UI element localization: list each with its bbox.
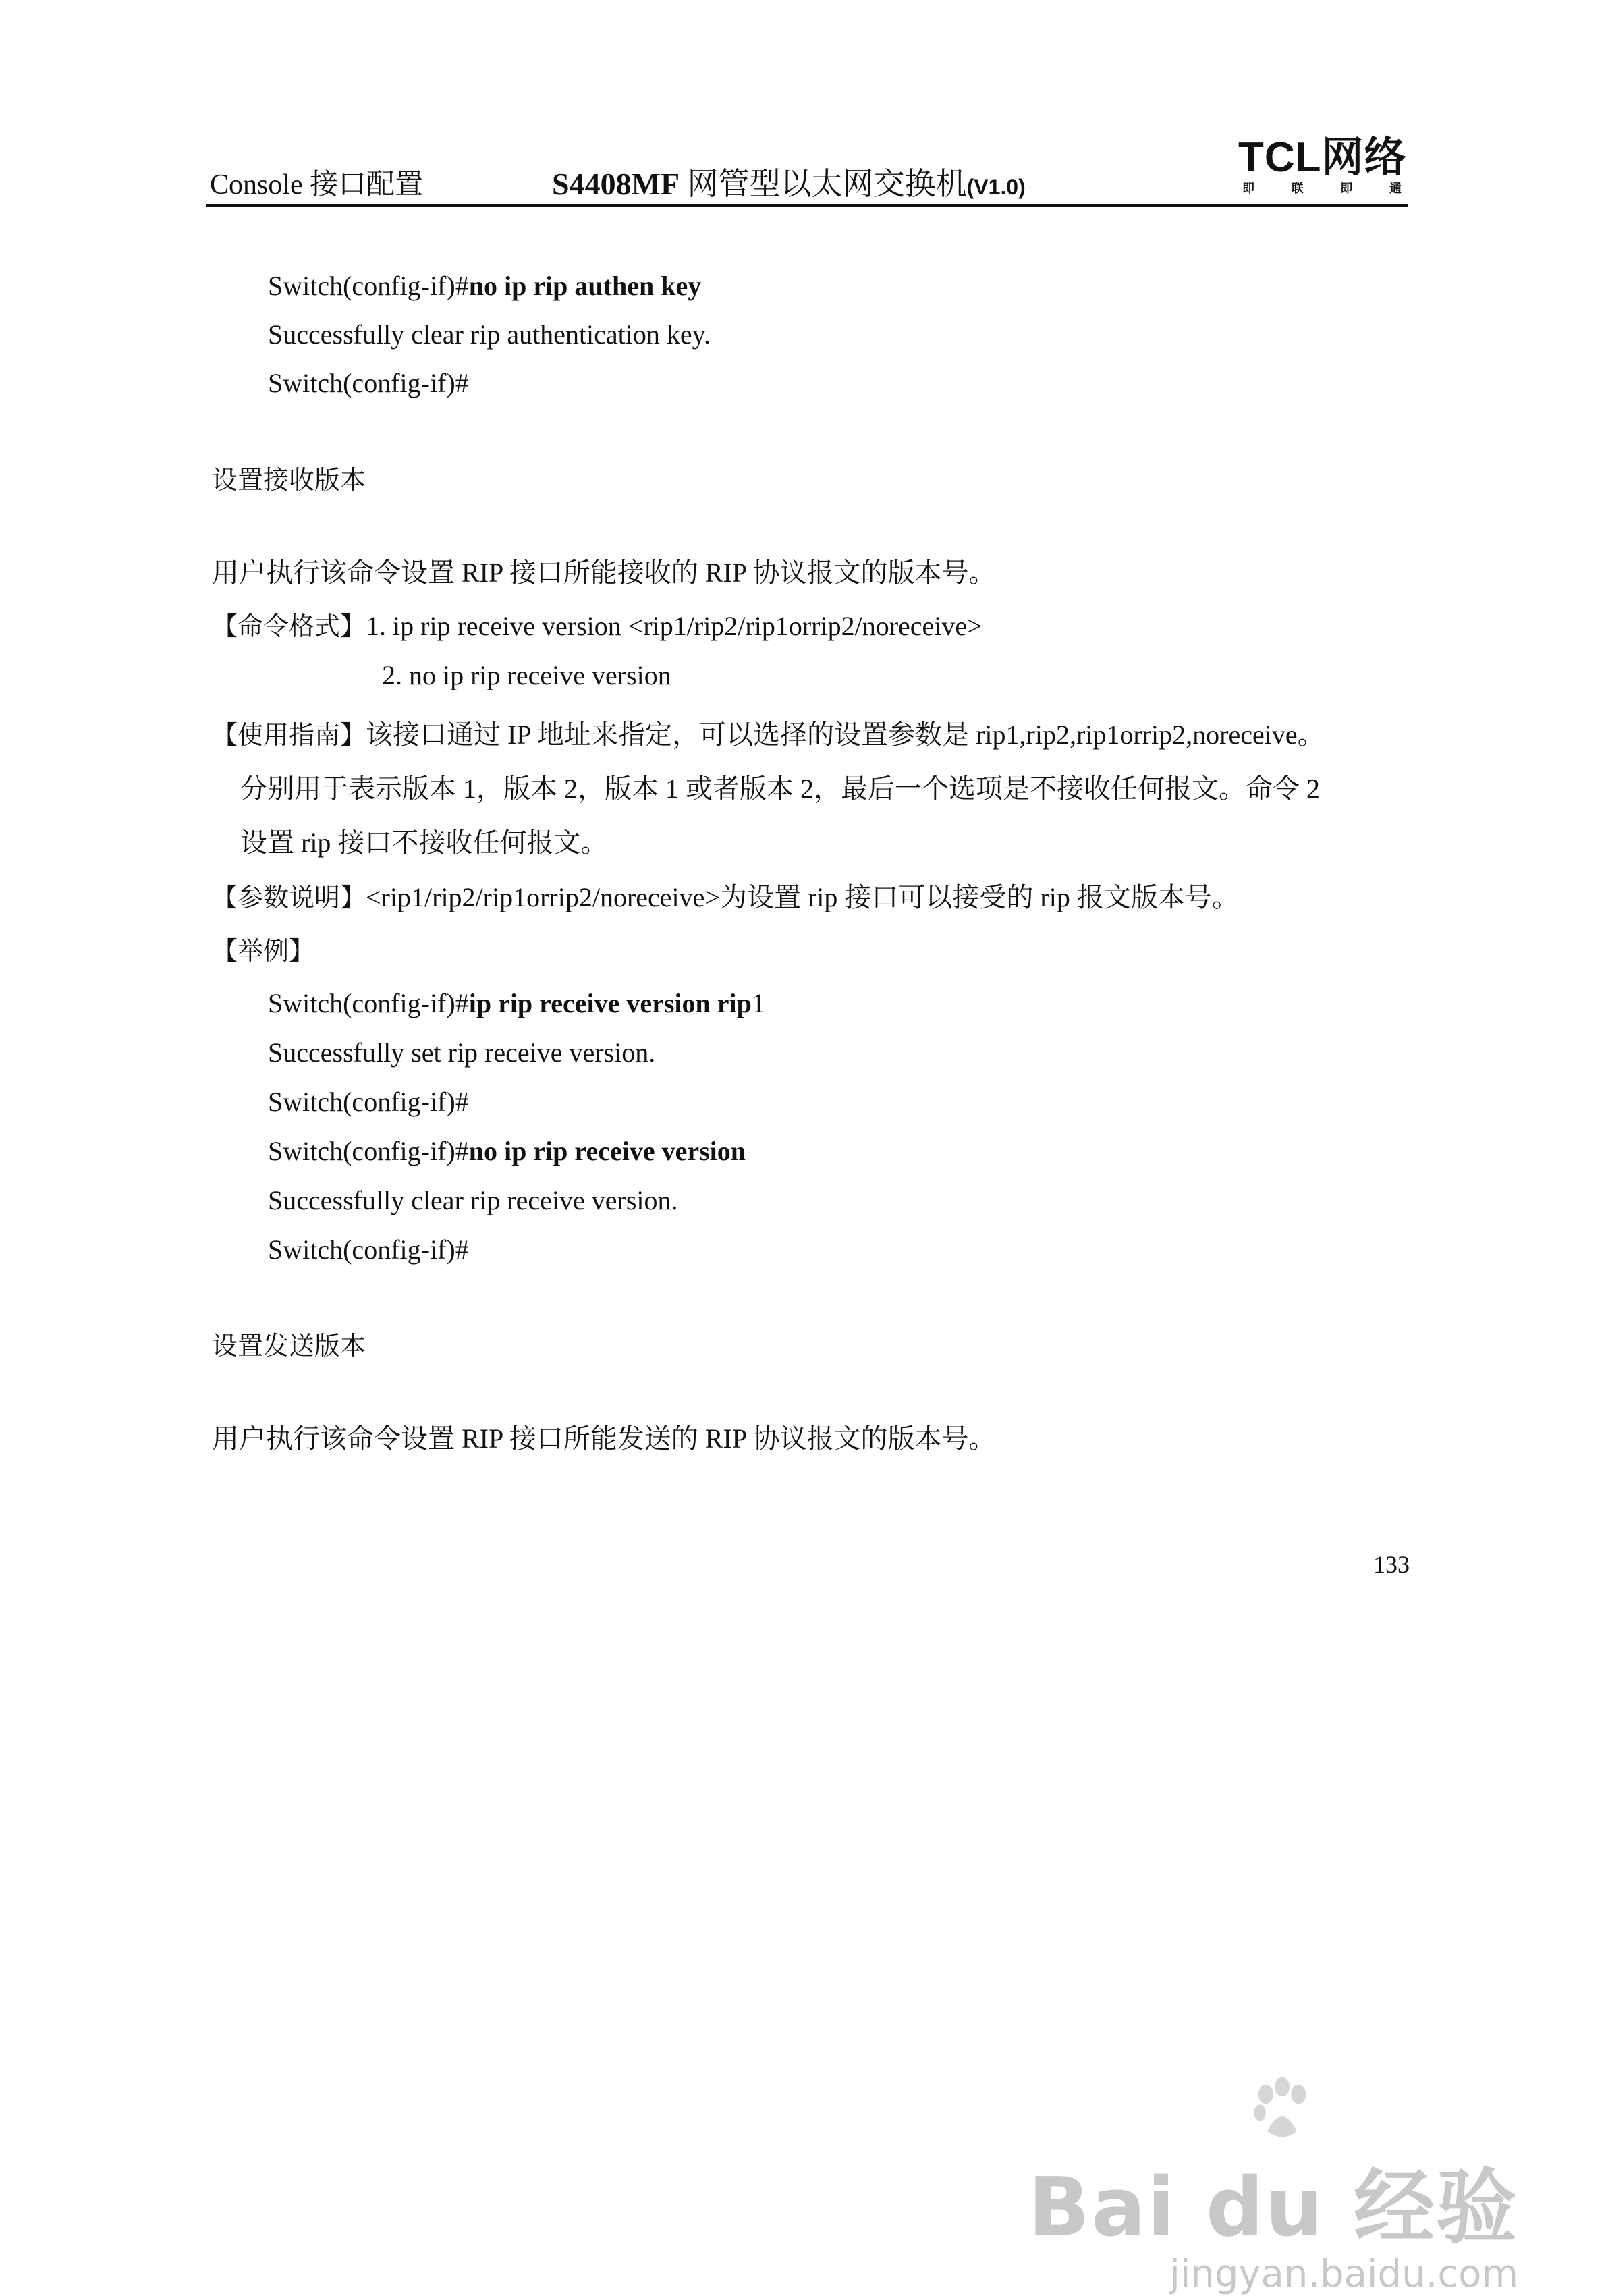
section-heading-receive-version: 设置接收版本 (212, 465, 366, 495)
logo-tagline-char: 通 (1389, 182, 1402, 196)
page-number: 133 (1373, 1551, 1410, 1578)
code-line: Switch(config-if)# (268, 368, 469, 398)
logo-brand: TCL网络 (1238, 134, 1407, 181)
example-label: 【举例】 (212, 936, 315, 966)
parameter-description: 【参数说明】<rip1/rip2/rip1orrip2/noreceive>为设置 rip 接口可以接受的 rip 报文版本号。 (212, 882, 1239, 912)
header-divider (206, 204, 1408, 207)
header-product-title (552, 159, 1026, 204)
header-section-title: Console 接口配置 (210, 169, 424, 200)
code-line: Switch(config-if)#ip rip receive version rip1 (268, 988, 765, 1018)
command-format-2: 2. no ip rip receive version (382, 660, 671, 690)
command-format: 【命令格式】1. ip rip receive version <rip1/rip2/rip1orrip2/noreceive> (212, 611, 982, 641)
usage-guide-cont: 设置 rip 接口不接收任何报文。 (240, 827, 608, 858)
code-line: Switch(config-if)# (268, 1234, 469, 1265)
header-model: S4408MF (552, 167, 680, 201)
code-line: Successfully clear rip receive version. (268, 1185, 678, 1215)
code-line: Successfully set rip receive version. (268, 1037, 656, 1068)
section-intro: 用户执行该命令设置 RIP 接口所能发送的 RIP 协议报文的版本号。 (212, 1423, 996, 1454)
code-line: Switch(config-if)# (268, 1087, 469, 1117)
section-heading-send-version: 设置发送版本 (212, 1331, 366, 1361)
section-intro: 用户执行该命令设置 RIP 接口所能接收的 RIP 协议报文的版本号。 (212, 557, 996, 588)
logo-tagline-char: 即 (1340, 182, 1353, 196)
tcl-logo (1238, 134, 1407, 196)
code-line: Successfully clear rip authentication key. (268, 319, 711, 350)
logo-tagline-char: 联 (1291, 182, 1304, 196)
logo-tagline (1242, 179, 1402, 196)
header-version: (V1.0) (966, 175, 1026, 199)
usage-guide: 【使用指南】该接口通过 IP 地址来指定，可以选择的设置参数是 rip1,rip2,rip1orrip2,noreceive。 (212, 719, 1325, 750)
paw-icon (1245, 2072, 1319, 2146)
code-line: Switch(config-if)#no ip rip authen key (268, 271, 702, 301)
code-line: Switch(config-if)#no ip rip receive version (268, 1136, 746, 1166)
watermark-url: jingyan.baidu.com (1169, 2252, 1518, 2296)
header-product: 网管型以太网交换机 (680, 167, 967, 201)
usage-guide-cont: 分别用于表示版本 1，版本 2，版本 1 或者版本 2，最后一个选项是不接收任何报文。命令 2 (240, 773, 1320, 804)
watermark-brand: Bai du 经验 (1028, 2161, 1518, 2255)
logo-tagline-char: 即 (1242, 182, 1254, 196)
